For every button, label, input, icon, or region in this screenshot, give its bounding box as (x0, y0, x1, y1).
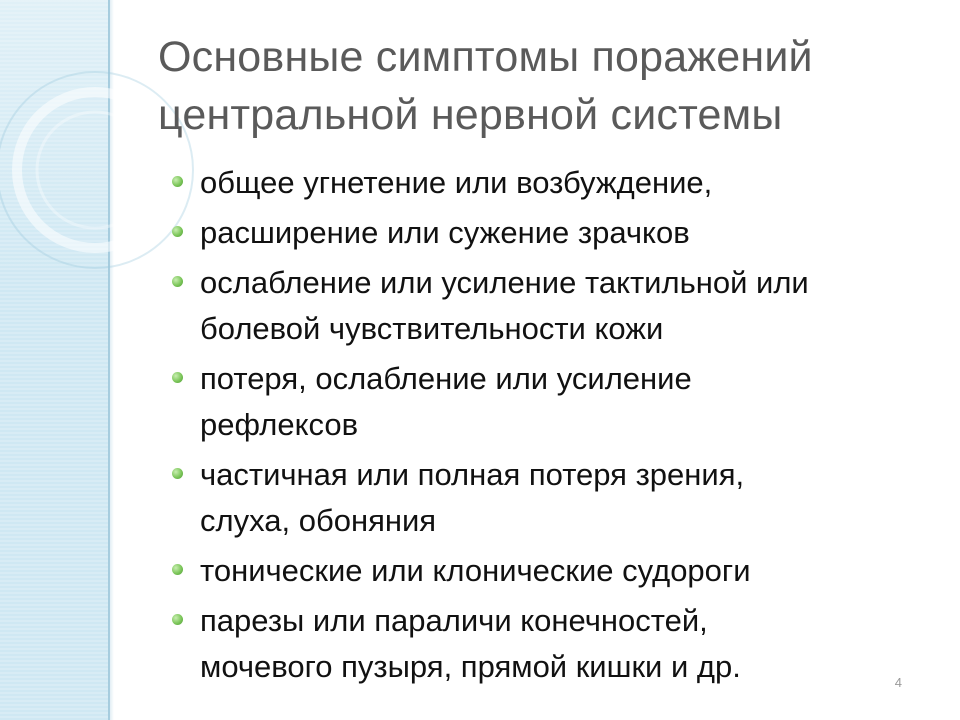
symptom-item-6 (168, 548, 938, 594)
slide-title-line-2: центральной нервной системы (158, 91, 783, 139)
symptom-text-line: расширение или сужение зрачков (200, 215, 690, 250)
green-dot-bullet-icon (172, 276, 183, 287)
symptom-item-5 (168, 452, 938, 544)
green-dot-bullet-icon (172, 226, 183, 237)
symptom-item-2 (168, 210, 938, 256)
green-dot-bullet-icon (172, 614, 183, 625)
green-dot-bullet-icon (172, 176, 183, 187)
symptom-text-line: частичная или полная потеря зрения, (200, 457, 745, 492)
symptom-item-3 (168, 260, 938, 352)
page-number: 4 (894, 675, 902, 690)
symptom-text-line: потеря, ослабление или усиление (200, 361, 692, 396)
symptom-text-line: слуха, обоняния (200, 503, 437, 538)
symptom-text-line: болевой чувствительности кожи (200, 311, 664, 346)
green-dot-bullet-icon (172, 564, 183, 575)
symptom-list (168, 160, 938, 694)
symptom-text-line: рефлексов (200, 407, 359, 442)
symptom-text-line: общее угнетение или возбуждение, (200, 165, 713, 200)
symptom-text-line: мочевого пузыря, прямой кишки и др. (200, 649, 741, 684)
symptom-item-4 (168, 356, 938, 448)
slide-title-line-1: Основные симптомы поражений (158, 33, 813, 81)
symptom-text-line: парезы или параличи конечностей, (200, 603, 708, 638)
symptom-text-line: ослабление или усиление тактильной или (200, 265, 809, 300)
slide-title (158, 28, 938, 144)
symptom-text-line: тонические или клонические судороги (200, 553, 751, 588)
green-dot-bullet-icon (172, 468, 183, 479)
symptom-item-7 (168, 598, 938, 690)
symptom-item-1 (168, 160, 938, 206)
green-dot-bullet-icon (172, 372, 183, 383)
